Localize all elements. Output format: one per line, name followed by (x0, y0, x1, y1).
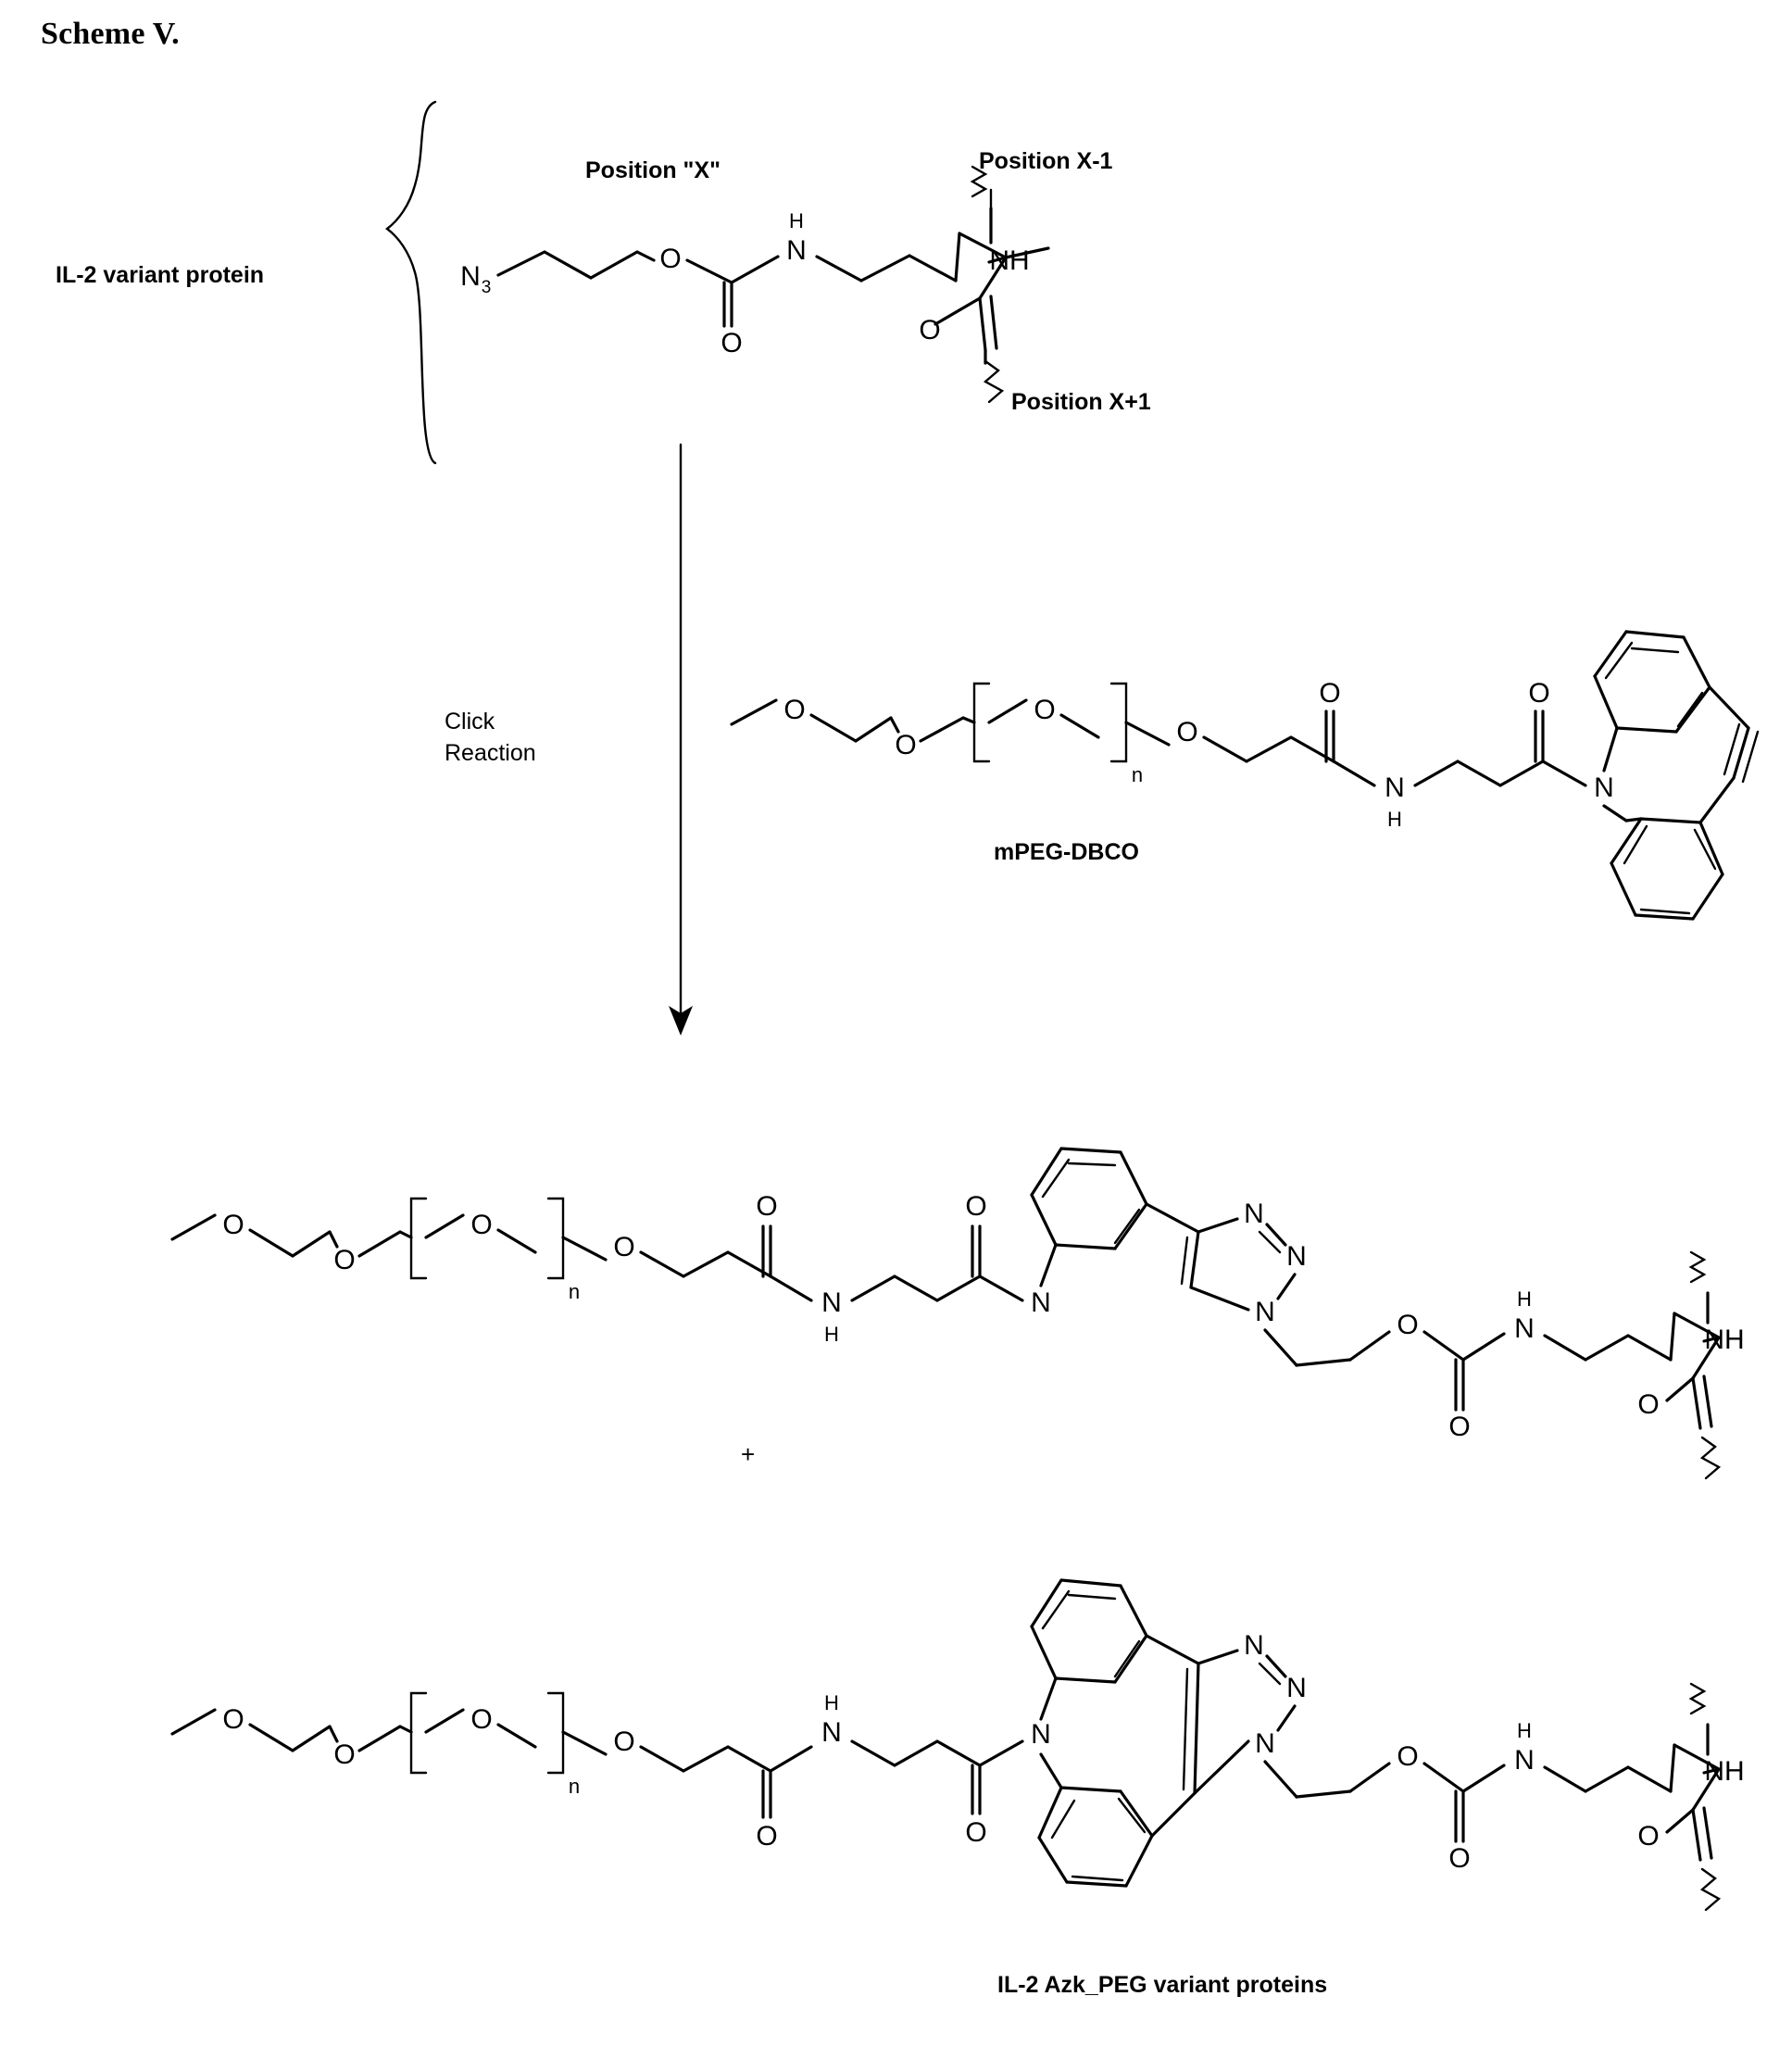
p1-atom-triazole-n2: N (1286, 1240, 1307, 1272)
p1-atom-amide-nitrogen-2: N (1514, 1312, 1535, 1344)
atom-amide-oxygen-4: O (1528, 677, 1550, 709)
p1-atom-carbonyl-oxygen: O (1637, 1388, 1660, 1420)
p1-atom-ring-nitrogen: N (1031, 1287, 1051, 1318)
atom-carbonyl-oxygen-1: O (721, 327, 743, 358)
p1-atom-triazole-n3: N (1255, 1296, 1275, 1327)
p2-atom-carbamate-oxygen-2: O (1448, 1842, 1471, 1874)
p2-atom-ring-nitrogen: N (1031, 1718, 1051, 1750)
p2-atom-amide-oxygen-2: O (965, 1816, 987, 1848)
p1-atom-amide-hydrogen-1: H (824, 1322, 839, 1346)
atom-peg-oxygen-3: O (1034, 694, 1056, 725)
p1-atom-amide-hydrogen-2: H (1517, 1287, 1532, 1311)
atom-azide-n: N (460, 260, 481, 292)
reaction-arrow (669, 445, 693, 1036)
label-click-reaction-line1: Click (445, 709, 495, 734)
page-title: Scheme V. (41, 17, 180, 51)
p2-atom-peg-oxygen-3: O (470, 1703, 493, 1735)
atom-azide-subscript: 3 (481, 278, 492, 298)
p2-atom-backbone-nh: NH (1704, 1755, 1745, 1787)
p2-atom-triazole-n2: N (1286, 1672, 1307, 1703)
p2-atom-amide-hydrogen-2: H (1517, 1718, 1532, 1742)
p1-atom-peg-oxygen-1: O (222, 1209, 244, 1240)
p1-atom-peg-oxygen-3: O (470, 1209, 493, 1240)
atom-backbone-nh-1: NH (989, 245, 1030, 276)
p1-atom-peg-oxygen-2: O (333, 1244, 356, 1275)
p2-atom-amide-nitrogen-1: N (821, 1716, 842, 1748)
p2-atom-triazole-n3: N (1255, 1727, 1275, 1759)
protein-brace (387, 102, 435, 463)
atom-dbco-nitrogen: N (1594, 772, 1614, 803)
p2-atom-peg-oxygen-4: O (613, 1726, 635, 1757)
p1-atom-amide-nitrogen-1: N (821, 1287, 842, 1318)
label-click-reaction (445, 706, 536, 769)
p2-atom-peg-oxygen-1: O (222, 1703, 244, 1735)
label-click-reaction-line2: Reaction (445, 740, 536, 766)
atom-carbonyl-oxygen-2: O (919, 314, 941, 345)
p1-atom-repeat-n: n (568, 1279, 581, 1303)
label-il2-azk-peg-variant-proteins: IL-2 Azk_PEG variant proteins (997, 1972, 1328, 1998)
structure-product-1 (172, 1149, 1745, 1478)
p2-atom-repeat-n: n (568, 1774, 581, 1798)
atom-amide-nitrogen-1: N (786, 234, 807, 266)
label-position-x: Position "X" (585, 157, 721, 183)
atom-peg-oxygen-4: O (1176, 716, 1198, 747)
label-position-x-minus-1: Position X-1 (979, 148, 1113, 174)
p1-atom-triazole-n1: N (1244, 1198, 1264, 1229)
p1-atom-carbamate-oxygen: O (1397, 1309, 1419, 1340)
p2-atom-triazole-n1: N (1244, 1629, 1264, 1661)
label-position-x-plus-1: Position X+1 (1011, 389, 1151, 415)
label-mpeg-dbco: mPEG-DBCO (994, 839, 1139, 865)
atom-peg-oxygen-1: O (783, 694, 806, 725)
p2-atom-amide-oxygen-1: O (756, 1820, 778, 1852)
atom-peg-oxygen-2: O (895, 729, 917, 760)
label-il2-variant-protein: IL-2 variant protein (56, 262, 265, 288)
structure-mpeg-dbco (732, 632, 1758, 919)
p1-atom-backbone-nh: NH (1704, 1324, 1745, 1355)
p2-atom-amide-hydrogen-1: H (824, 1690, 839, 1714)
structure-azido-lysine (460, 167, 1048, 402)
p1-atom-peg-oxygen-4: O (613, 1231, 635, 1262)
p1-atom-amide-oxygen-1: O (756, 1190, 778, 1222)
p2-atom-carbamate-oxygen: O (1397, 1740, 1419, 1772)
atom-repeat-n: n (1131, 762, 1144, 786)
atom-ester-oxygen: O (659, 243, 682, 274)
p2-atom-carbonyl-oxygen: O (1637, 1820, 1660, 1852)
p1-atom-carbamate-oxygen-2: O (1448, 1411, 1471, 1442)
p1-atom-amide-oxygen-2: O (965, 1190, 987, 1222)
structure-product-2 (172, 1580, 1745, 1910)
atom-amide-hydrogen-1: H (789, 208, 804, 232)
atom-amide-oxygen-3: O (1319, 677, 1341, 709)
p2-atom-amide-nitrogen-2: N (1514, 1744, 1535, 1776)
p2-atom-peg-oxygen-2: O (333, 1739, 356, 1770)
label-plus: + (741, 1440, 756, 1468)
atom-amide-hydrogen-3: H (1387, 807, 1402, 831)
atom-amide-nitrogen-3: N (1385, 772, 1405, 803)
